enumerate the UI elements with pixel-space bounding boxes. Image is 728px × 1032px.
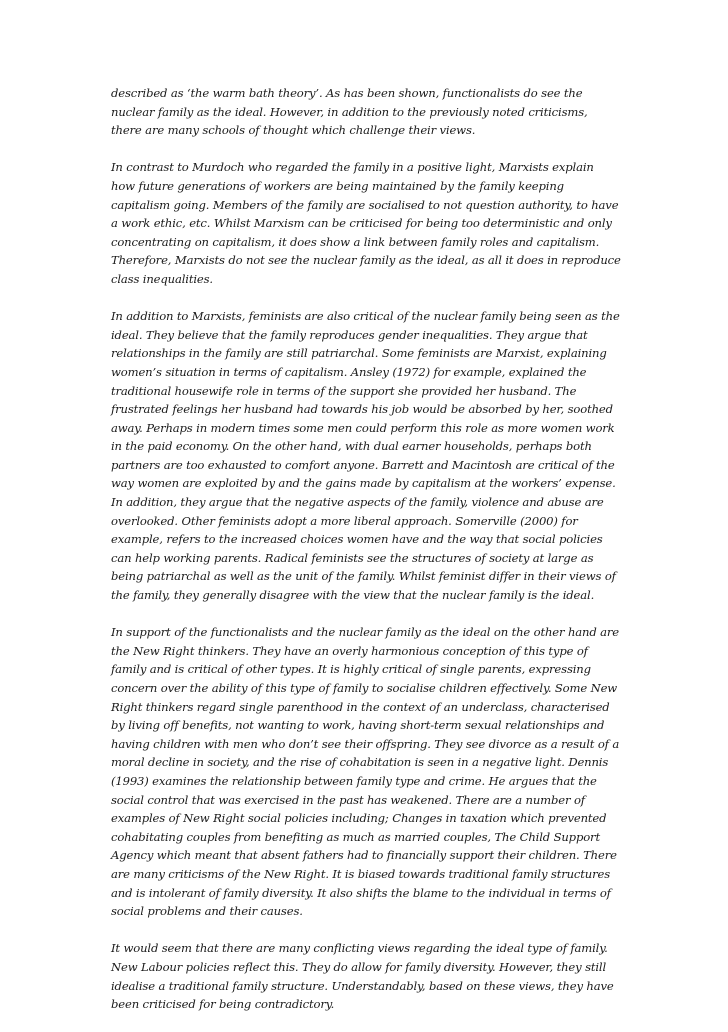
paragraph-conclusion: It would seem that there are many conflicting views regarding the ideal type of family. New Labour policies reflect this. They do allow for family diversity. However, they still idealise a traditional family structure. Understandably, based on these views, they have been criticised for being contradictory.: [111, 941, 614, 1012]
paragraph-feminists: In addition to Marxists, feminists are also critical of the nuclear family being seen as the ideal. They believe that the family reproduces gender inequalities. They argue that relationships in the family are still patriarchal. Some feminists are Marxist, explaining women’s situation in terms of capitalism. Ansley (1972) for example, explained the traditional housewife role in terms of the support she provided her husband. The frustrated feelings her husband had towards his job would be absorbed by her, soothed away. Perhaps in modern times some men could perform this role as more women work in the paid economy. On the other hand, with dual earner households, perhaps both partners are too exhausted to comfort anyone. Barrett and Macintosh are critical of the way women are exploited by and the gains made by capitalism at the workers’ expense. In addition, they argue that the negative aspects of the family, violence and abuse are overlooked. Other feminists adopt a more liberal approach. Somerville (2000) for example, refers to the increased choices women have and the way that social policies can help working parents. Radical feminists see the structures of society at large as being patriarchal as well as the unit of the family. Whilst feminist differ in their views of the family, they generally disagree with the view that the nuclear family is the ideal.: [111, 309, 620, 603]
paragraph-new-right: In support of the functionalists and the nuclear family as the ideal on the other hand are the New Right thinkers. They have an overly harmonious conception of this type of family and is critical of other types. It is highly critical of single parents, expressing concern over the ability of this type of family to socialise children effectively. Some New Right thinkers regard single parenthood in the context of an underclass, characterised by living off benefits, not wanting to work, having short-term sexual relationships and having children with men who don’t see their offspring. They see divorce as a result of a moral decline in society, and the rise of cohabitation is seen in a negative light. Dennis (1993) examines the relationship between family type and crime. He argues that the social control that was exercised in the past has weakened. There are a number of examples of New Right social policies including; Changes in taxation which prevented cohabitating couples from benefiting as much as married couples, The Child Support Agency which meant that absent fathers had to financially support their children. There are many criticisms of the New Right. It is biased towards traditional family structures and is intolerant of family diversity. It also shifts the blame to the individual in terms of social problems and their causes.: [111, 625, 620, 919]
paragraph-warm-bath-theory: described as ‘the warm bath theory’. As has been shown, functionalists do see the nuclear family as the ideal. However, in addition to the previously noted criticisms, there are many schools of thought which challenge their views.: [111, 86, 588, 138]
document-body: [111, 84, 621, 1032]
paragraph-marxists: In contrast to Murdoch who regarded the family in a positive light, Marxists explain how future generations of workers are being maintained by the family keeping capitalism going. Members of the family are socialised to not question authority, to have a work ethic, etc. Whilst Marxism can be criticised for being too deterministic and only concentrating on capitalism, it does show a link between family roles and capitalism. Therefore, Marxists do not see the nuclear family as the ideal, as all it does in reproduce class inequalities.: [111, 160, 621, 286]
